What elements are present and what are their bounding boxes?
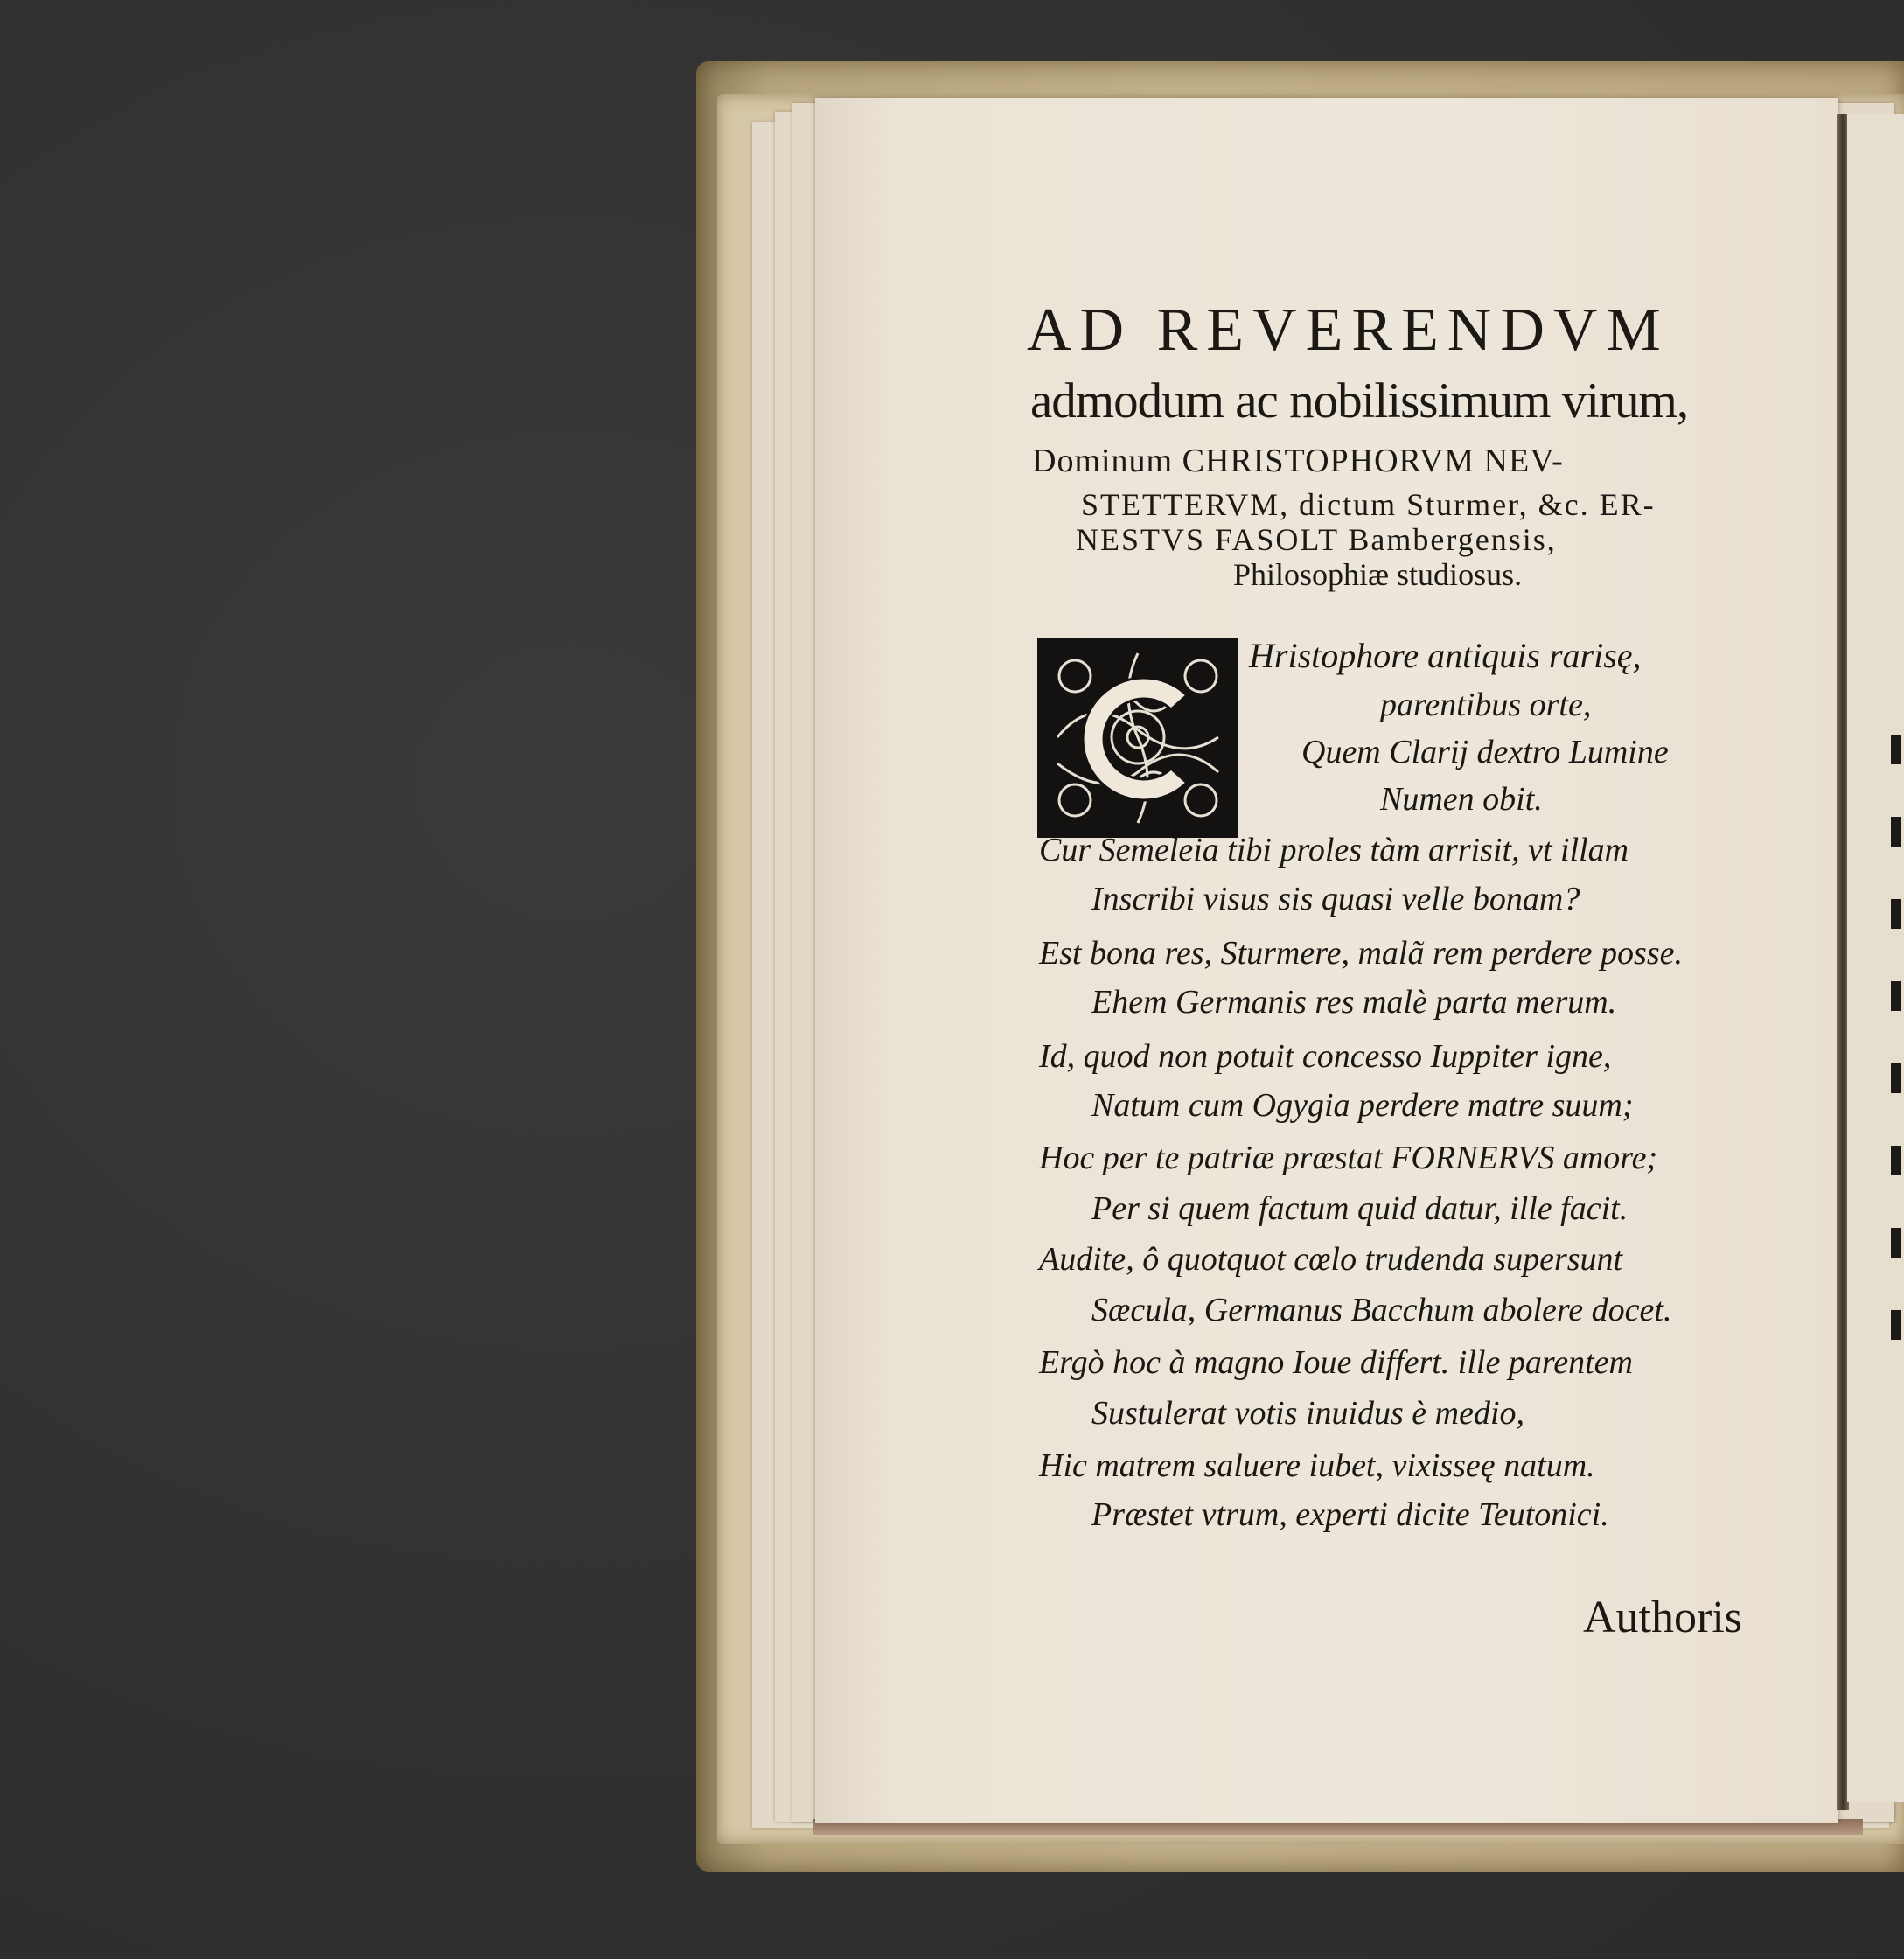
heading-line-2: admodum ac nobilissimum virum, <box>1030 373 1689 429</box>
verse-line: Hristophore antiquis rarisę, <box>1249 636 1642 675</box>
verse-line: Sustulerat votis inuidus è medio, <box>1091 1395 1525 1432</box>
heading-line-3: Dominum CHRISTOPHORVM NEV- <box>1032 443 1564 479</box>
decorated-initial <box>1037 638 1238 838</box>
verse-line: Audite, ô quotquot cœlo trudenda supersunt <box>1039 1241 1623 1278</box>
heading-line-5: NESTVS FASOLT Bambergensis, <box>1076 522 1557 557</box>
verse-line: Quem Clarij dextro Lumine <box>1301 734 1669 770</box>
verse-line: Numen obit. <box>1380 781 1543 818</box>
verse-line: Ehem Germanis res malè parta merum. <box>1091 984 1617 1021</box>
verse-line: Per si quem factum quid datur, ille facit. <box>1091 1190 1629 1227</box>
verse-line: Cur Semeleia tibi proles tàm arrisit, vt illam <box>1039 832 1629 868</box>
verse-line: Inscribi visus sis quasi velle bonam? <box>1091 881 1580 917</box>
verse-line: Hoc per te patriæ præstat FORNERVS amore; <box>1039 1140 1658 1176</box>
verse-line: Natum cum Ogygia perdere matre suum; <box>1091 1087 1634 1124</box>
heading-line-4: STETTERVM, dictum Sturmer, &c. ER- <box>1081 487 1656 522</box>
verse-line: Est bona res, Sturmere, malã rem perdere posse. <box>1039 935 1683 972</box>
heading-line-6: Philosophiæ studiosus. <box>1233 557 1523 592</box>
catchword: Authoris <box>1583 1593 1742 1642</box>
verse-line: Præstet vtrum, experti dicite Teutonici. <box>1091 1496 1609 1533</box>
verse-line: Ergò hoc à magno Ioue differt. ille parentem <box>1039 1344 1633 1381</box>
heading-line-1: AD REVERENDVM <box>1027 296 1670 364</box>
verse-line: Sæcula, Germanus Bacchum abolere docet. <box>1091 1292 1672 1328</box>
facing-page-text-edge <box>1891 735 1904 1364</box>
verse-line: Id, quod non potuit concesso Iuppiter igne, <box>1039 1038 1612 1075</box>
verse-line: parentibus orte, <box>1380 687 1592 723</box>
verse-line: Hic matrem saluere iubet, vixisseę natum. <box>1039 1447 1595 1484</box>
decorated-initial-icon <box>1040 641 1236 835</box>
